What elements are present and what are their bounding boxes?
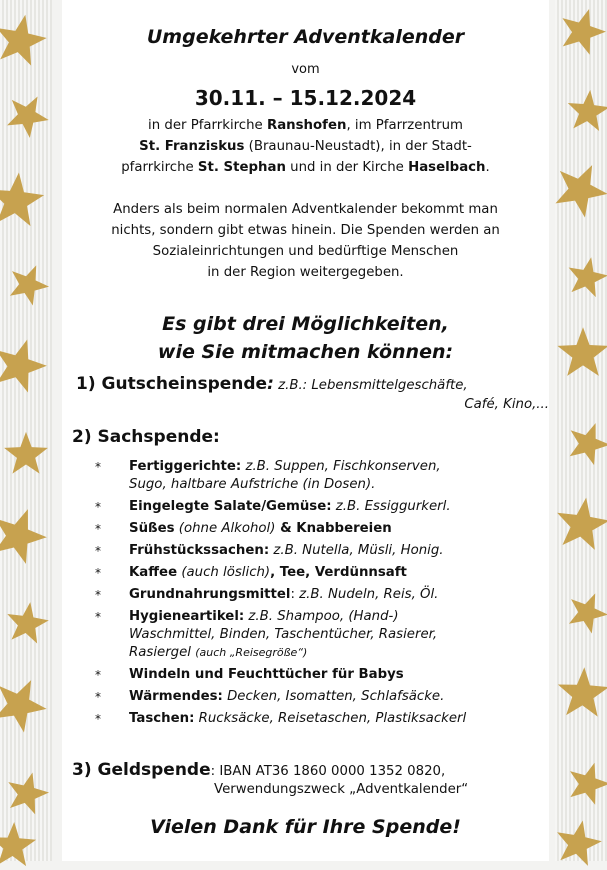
bullet-icon: *	[95, 588, 101, 602]
locations: in der Pfarrkirche Ranshofen, im Pfarrzentrum St. Franziskus (Braunau-Neustadt), in der Stadt- pfarrkirche St. Stephan und in der Kirche Haselbach.	[121, 118, 490, 175]
option-voucher: 1) Gutscheinspende: z.B.: Lebensmittelgeschäfte,	[76, 374, 468, 394]
goods-list	[95, 458, 549, 732]
option-goods: 2) Sachspende:	[72, 427, 220, 447]
star-icon	[0, 336, 48, 394]
star-icon	[4, 600, 50, 646]
bullet-icon: *	[95, 460, 101, 474]
list-item: * Taschen: Rucksäcke, Reisetaschen, Plastiksackerl	[95, 711, 467, 726]
star-icon	[6, 262, 50, 306]
star-icon	[565, 760, 607, 806]
list-item: * Hygieneartikel: z.B. Shampoo, (Hand-) Waschmittel, Binden, Taschentücher, Rasierer, Rasiergel (auch „Reisegröße“)	[95, 609, 438, 660]
star-icon	[555, 325, 607, 381]
star-icon	[4, 770, 50, 816]
list-item: * Kaffee (auch löslich), Tee, Verdünnsaft	[95, 565, 407, 580]
list-item: * Süßes (ohne Alkohol) & Knabbereien	[95, 521, 392, 536]
star-icon	[565, 88, 607, 134]
star-icon	[565, 590, 607, 634]
flyer-title: Umgekehrter Adventkalender	[146, 26, 465, 48]
star-icon	[555, 665, 607, 721]
bullet-icon: *	[95, 610, 101, 624]
star-icon	[0, 675, 48, 733]
flyer-content	[62, 0, 549, 861]
bullet-icon: *	[95, 712, 101, 726]
list-item: * Grundnahrungsmittel: z.B. Nudeln, Reis, Öl.	[95, 587, 439, 602]
right-star-border	[555, 0, 607, 861]
star-icon	[553, 495, 607, 553]
list-item: * Windeln und Feuchttücher für Babys	[95, 667, 404, 682]
star-icon	[565, 420, 607, 466]
list-item: * Wärmendes: Decken, Isomatten, Schlafsäcke.	[95, 689, 445, 704]
vom-label: vom	[291, 62, 320, 77]
star-icon	[2, 430, 50, 478]
star-icon	[0, 12, 48, 68]
bullet-icon: *	[95, 566, 101, 580]
star-icon	[557, 6, 607, 56]
star-icon	[551, 160, 607, 218]
bullet-icon: *	[95, 668, 101, 682]
options-heading: Es gibt drei Möglichkeiten, wie Sie mitmachen können:	[157, 313, 454, 363]
bullet-icon: *	[95, 544, 101, 558]
star-icon	[0, 820, 38, 870]
iban: : IBAN AT36 1860 0000 1352 0820,	[210, 764, 446, 779]
payment-purpose: Verwendungszweck „Adventkalender“	[214, 782, 469, 797]
star-icon	[565, 255, 607, 299]
bullet-icon: *	[95, 500, 101, 514]
bullet-icon: *	[95, 690, 101, 704]
list-item: * Eingelegte Salate/Gemüse: z.B. Essiggurkerl.	[95, 499, 451, 514]
date-range: 30.11. – 15.12.2024	[194, 86, 417, 110]
star-icon	[0, 170, 46, 230]
star-icon	[4, 92, 50, 138]
option-money: 3) Geldspende: IBAN AT36 1860 0000 1352 0820,	[72, 760, 446, 780]
star-icon	[0, 505, 48, 565]
left-star-border	[0, 0, 52, 861]
list-item: * Frühstückssachen: z.B. Nutella, Müsli, Honig.	[95, 543, 444, 558]
bullet-icon: *	[95, 522, 101, 536]
thank-you: Vielen Dank für Ihre Spende!	[150, 816, 461, 838]
list-item: * Fertiggerichte: z.B. Suppen, Fischkonserven, Sugo, haltbare Aufstriche (in Dosen).	[95, 459, 441, 492]
description: Anders als beim normalen Adventkalender bekommt man nichts, sondern gibt etwas hinein. Die Spenden werden an Sozialeinrichtungen und bedürftige Menschen in der Region weitergegeben.	[111, 202, 500, 280]
option-voucher-examples: Café, Kino,...	[464, 397, 549, 412]
